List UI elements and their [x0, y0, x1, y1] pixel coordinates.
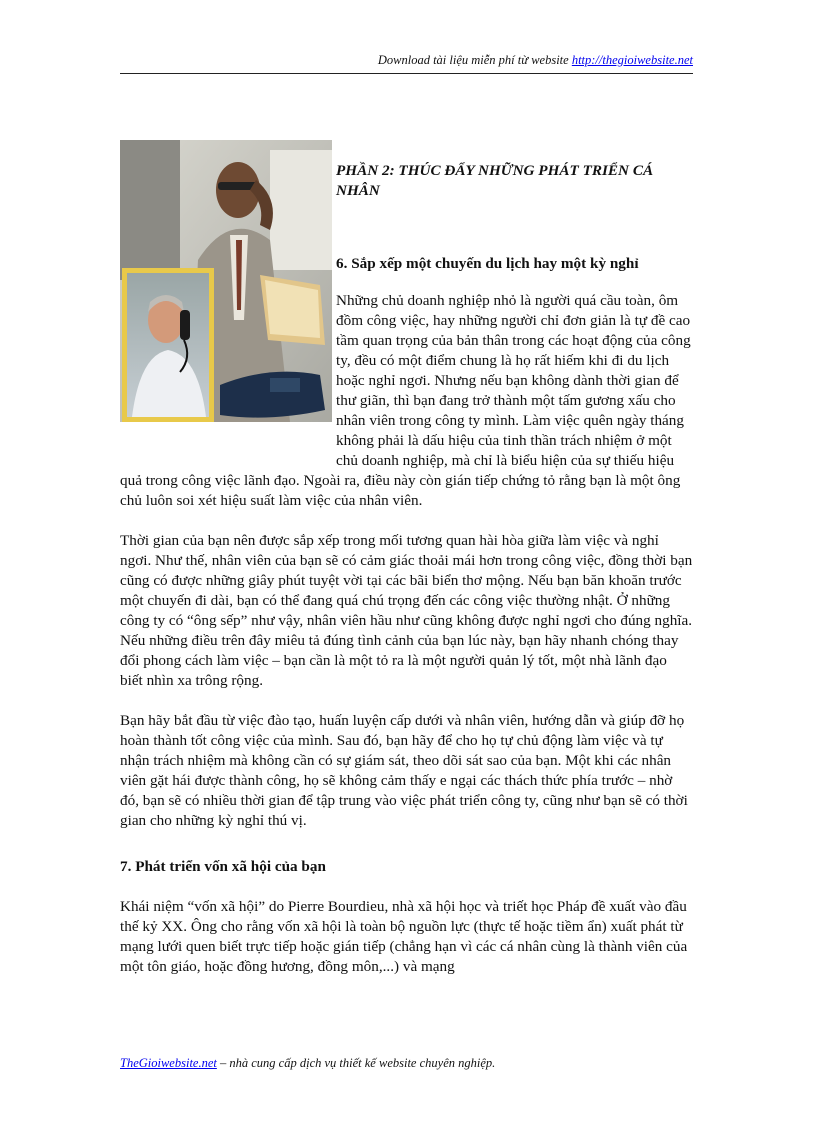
part-heading-line2: NHÂN: [336, 182, 380, 199]
header-text: Download tài liệu miễn phí từ website: [377, 53, 572, 67]
section-6-paragraph-3: Bạn hãy bắt đầu từ việc đào tạo, huấn luyện cấp dưới và nhân viên, hướng dẫn và giúp đỡ họ hoàn thành tốt công việc của mình. Sau đó, bạn hãy để cho họ tự chủ động làm việc và tự nhận trách nhiệm mà không cần có sự giám sát, theo dõi sát sao của bạn. Một khi các nhân viên gặt hái được thành công, họ sẽ không cảm thấy e ngại các thách thức phía trước – nhờ đó, bạn sẽ có nhiều thời gian để tập trung vào việc phát triển công ty, cũng như bạn sẽ có thời gian cho những kỳ nghỉ thú vị.: [120, 712, 688, 829]
section-6-paragraph-2: Thời gian của bạn nên được sắp xếp trong mối tương quan hài hòa giữa làm việc và nghỉ ngơi. Như thế, nhân viên của bạn sẽ có cảm giác thoải mái hơn trong công việc, đồng thời bạn cũng có được những giây phút tuyệt vời tại các bãi biển thơ mộng. Nếu bạn băn khoăn trước một chuyến đi dài, bạn có thể đang quá chú trọng đến các công việc thường nhật. Ở những công ty có “ông sếp” như vậy, nhân viên hầu như cũng không được nghỉ ngơi cho đúng nghĩa. Nếu những điều trên đây miêu tả đúng tình cảnh của bạn lúc này, bạn hãy nhanh chóng thay đổi phong cách làm việc – bạn cần là một tỏ ra là một người quản lý tốt, một nhà lãnh đạo biết nhìn xa trông rộng.: [120, 532, 693, 689]
section-6-title: 6. Sắp xếp một chuyến du lịch hay một kỳ nghỉ: [336, 255, 639, 272]
header-link[interactable]: http://thegioiwebsite.net: [571, 53, 693, 67]
section-7-paragraph-1: Khái niệm “vốn xã hội” do Pierre Bourdieu, nhà xã hội học và triết học Pháp đề xuất vào đầu thế kỷ XX. Ông cho rằng vốn xã hội là toàn bộ nguồn lực (thực tế hoặc tiềm ẩn) xuất phát từ mạng lưới quen biết trực tiếp hoặc gián tiếp (chẳng hạn vì các cá nhân cùng là thành viên của một tôn giáo, hoặc đồng hương, đồng môn,...) và mạng: [120, 898, 688, 975]
page-footer: [120, 1056, 495, 1071]
page-header: [120, 51, 693, 74]
section-6-paragraph-1: Những chủ doanh nghiệp nhỏ là người quá cầu toàn, ôm đồm công việc, hay những người chỉ đơn giản là tự đề cao tầm quan trọng của bản thân trong các hoạt động của công ty, đều có một điểm chung là họ rất hiếm khi đi du lịch hoặc nghỉ ngơi. Nhưng nếu bạn không dành thời gian để thư giãn, thì bạn đang trở thành một tấm gương xấu cho nhân viên trong công ty mình. Làm việc quên ngày tháng không phải là dấu hiệu của tinh thần trách nhiệm ở một chủ doanh nghiệp, mà chỉ là biểu hiện của sự thiếu hiệu quả trong công việc lãnh đạo. Ngoài ra, điều này còn gián tiếp chứng tỏ rằng bạn là một ông chủ luôn soi xét hiệu suất làm việc của nhân viên.: [120, 292, 691, 509]
footer-link[interactable]: TheGioiwebsite.net: [120, 1056, 217, 1070]
image-spacer: [120, 140, 336, 466]
part-heading-line1: PHẦN 2: THÚC ĐẨY NHỮNG PHÁT TRIỂN CÁ: [336, 162, 654, 179]
article-body: [120, 140, 693, 977]
section-7-title: 7. Phát triển vốn xã hội của bạn: [120, 858, 326, 875]
footer-text: – nhà cung cấp dịch vụ thiết kế website chuyên nghiệp.: [216, 1056, 496, 1070]
